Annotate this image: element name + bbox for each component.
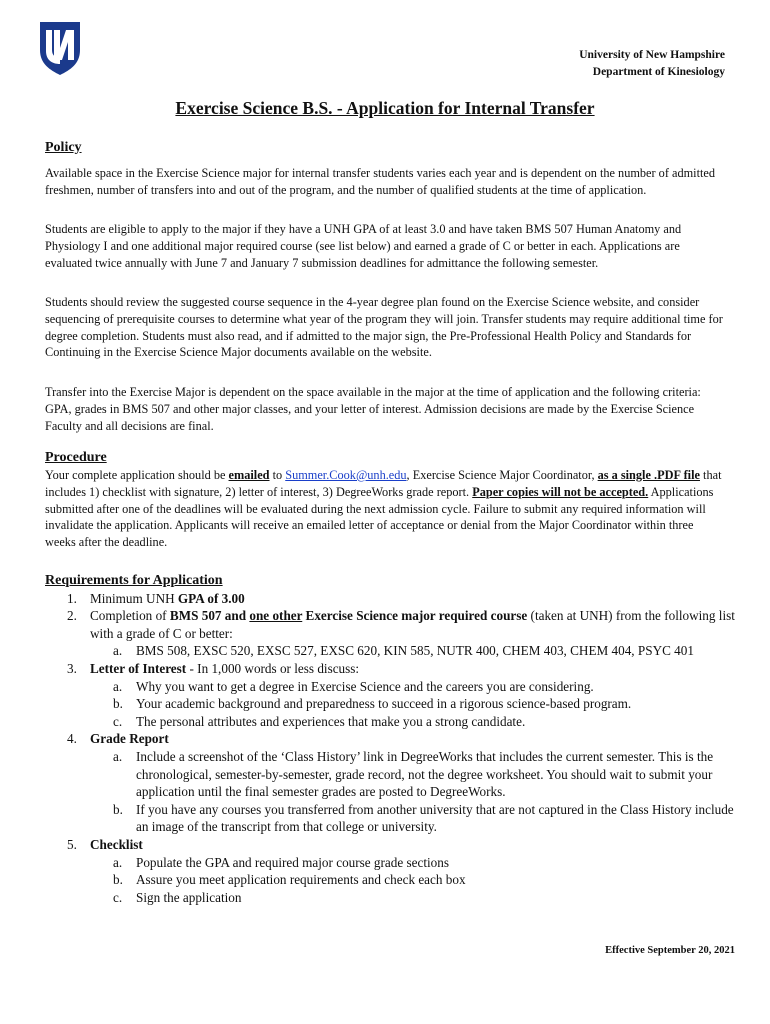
requirements-section [45, 572, 735, 906]
requirement-item-4a: a. Include a screenshot of the ‘Class History’ link in DegreeWorks that includes the current semester. This is the chronological, semester-by-semester, grade record, not the degree worksheet. You should wait to submit your application until the final semester grades are posted to DegreeWorks. [113, 748, 714, 800]
document-title: Exercise Science B.S. - Application for Internal Transfer [175, 98, 595, 118]
coordinator-email-link[interactable]: Summer.Cook@unh.edu [285, 468, 407, 482]
requirement-item-2a: a. BMS 508, EXSC 520, EXSC 527, EXSC 620, KIN 585, NUTR 400, CHEM 403, CHEM 404, PSYC 401 [113, 643, 694, 659]
requirement-item-3b: b. Your academic background and preparedness to succeed in a rigorous science-based program. [113, 696, 632, 712]
requirement-item-5b: b. Assure you meet application requirements and check each box [113, 872, 466, 888]
requirements-heading: Requirements for Application [45, 573, 223, 588]
university-name: University of New Hampshire [579, 49, 725, 61]
requirement-item-4b: b. If you have any courses you transferred from another university that are not captured in the Class History include an image of the transcript from that college or university. [113, 801, 734, 835]
department-name: Department of Kinesiology [592, 66, 725, 78]
policy-paragraph-2: Students are eligible to apply to the major if they have a UNH GPA of at least 3.0 and have taken BMS 507 Human Anatomy and Physiology I and one additional major required course (see list below) and earned a grade of C or better in each. Applications are evaluated twice annually with June 7 and January 7 submission deadlines for admittance the following semester. [45, 222, 682, 270]
policy-heading: Policy [45, 140, 82, 155]
emailed-emphasis: emailed [228, 468, 270, 482]
requirement-item-4: 4. Grade Report [67, 731, 169, 747]
unh-logo [38, 20, 82, 76]
requirement-item-1: 1. Minimum UNH GPA of 3.00 [67, 590, 245, 606]
requirement-item-5a: a. Populate the GPA and required major course grade sections [113, 854, 450, 870]
requirement-item-5c: c. Sign the application [113, 889, 242, 905]
requirement-item-3c: c. The personal attributes and experiences that make you a strong candidate. [113, 713, 526, 729]
requirement-item-3a: a. Why you want to get a degree in Exercise Science and the careers you are considering. [113, 678, 594, 694]
requirement-item-2: 2. Completion of BMS 507 and one other Exercise Science major required course (taken at UNH) from the following list with a grade of C or better: [67, 608, 735, 641]
procedure-paragraph: Your complete application should be emailed to Summer.Cook@unh.edu, Exercise Science Major Coordinator, as a single .PDF file that includes 1) checklist with signature, 2) letter of interest, 3) DegreeWorks grade report. Paper copies will not be accepted. Applications submitted after one of the deadlines will be evaluated during the next admission cycle. Failure to submit any required information will invalidate the application. Applicants will receive an emailed letter of acceptance or denial from the Major Coordinator within three weeks after the deadline. [45, 468, 722, 550]
policy-paragraph-1: Available space in the Exercise Science major for internal transfer students varies each year and is dependent on the number of admitted freshmen, number of transfers into and out of the program, and the number of qualified students at the time of application. [45, 166, 716, 197]
pdf-emphasis: as a single .PDF file [597, 468, 700, 482]
policy-paragraph-3: Students should review the suggested course sequence in the 4-year degree plan found on the Exercise Science website, and consider sequencing of prerequisite courses to determine what year of the program they will join. Transfer students may require additional time for degree completion. Students must also read, and if admitted to the major sign, the Pre-Professional Health Policy and Standards for Continuing in the Exercise Science Major documents available on the website. [45, 295, 723, 360]
requirement-item-5: 5. Checklist [67, 836, 143, 852]
effective-date: Effective September 20, 2021 [605, 945, 735, 956]
paper-copies-emphasis: Paper copies will not be accepted. [472, 484, 649, 499]
procedure-heading: Procedure [45, 450, 107, 465]
requirement-item-3: 3. Letter of Interest - In 1,000 words or less discuss: [67, 660, 360, 676]
institution-block [579, 47, 725, 81]
policy-paragraph-4: Transfer into the Exercise Major is dependent on the space available in the major at the time of application and the following criteria: GPA, grades in BMS 507 and other major classes, and your letter of interest. Admission decisions are made by the Exercise Science Faculty and all decisions are final. [45, 385, 701, 433]
